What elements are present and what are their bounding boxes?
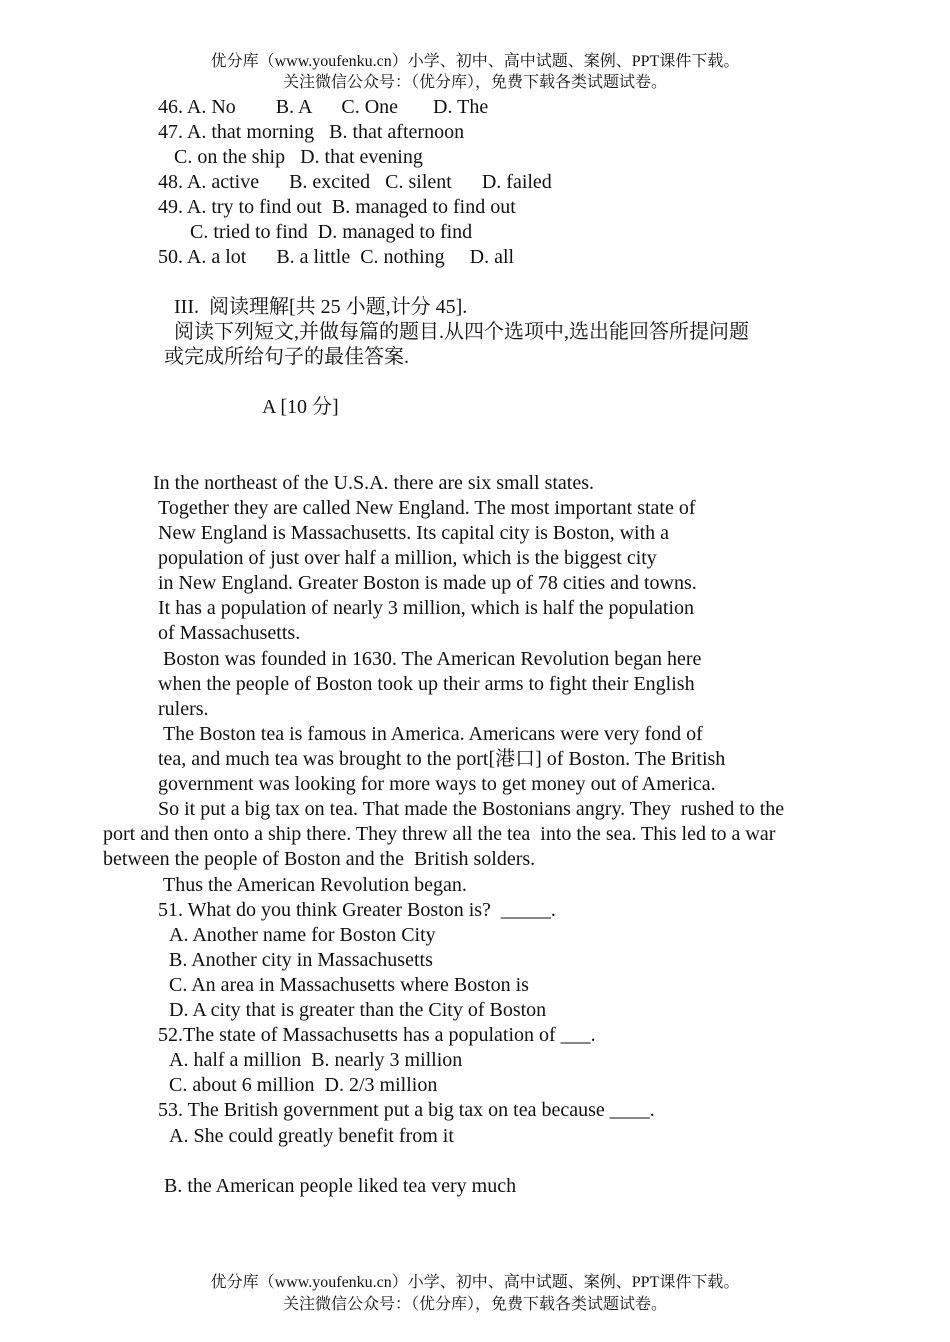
passage-line: between the people of Boston and the British solders. bbox=[103, 848, 536, 870]
passage-line: of Massachusetts. bbox=[158, 622, 301, 644]
passage-line: population of just over half a million, which is the biggest city bbox=[158, 547, 657, 569]
footer-line-2: 关注微信公众号：（优分库），免费下载各类试题试卷。 bbox=[282, 1296, 667, 1313]
header-line-1: 优分库（www.youfenku.cn）小学、初中、高中试题、案例、PPT课件下载。 bbox=[210, 53, 740, 70]
option: D. A city that is greater than the City of Boston bbox=[169, 999, 547, 1021]
passage-line: New England is Massachusetts. Its capital city is Boston, with a bbox=[158, 522, 670, 544]
passage-line: Together they are called New England. The most important state of bbox=[158, 497, 696, 519]
passage-line: Thus the American Revolution began. bbox=[163, 874, 467, 896]
option: C. An area in Massachusetts where Boston is bbox=[169, 974, 529, 996]
passage-line: port and then onto a ship there. They threw all the tea into the sea. This led to a war bbox=[103, 823, 776, 845]
question-47-options: C. on the ship D. that evening bbox=[174, 146, 423, 168]
question-46: 46. A. No B. A C. One D. The bbox=[158, 96, 489, 118]
passage-line: tea, and much tea was brought to the port[港口] of Boston. The British bbox=[158, 748, 726, 770]
question-52: 52.The state of Massachusetts has a population of ___. bbox=[158, 1024, 596, 1046]
question-49-options: C. tried to find D. managed to find bbox=[190, 221, 473, 243]
section-instructions: 阅读下列短文,并做每篇的题目.从四个选项中,选出能回答所提问题 bbox=[174, 321, 749, 343]
option: B. the American people liked tea very much bbox=[164, 1175, 517, 1197]
footer-line-1: 优分库（www.youfenku.cn）小学、初中、高中试题、案例、PPT课件下载。 bbox=[210, 1274, 740, 1291]
question-47: 47. A. that morning B. that afternoon bbox=[158, 121, 465, 143]
passage-line: in New England. Greater Boston is made up of 78 cities and towns. bbox=[158, 572, 697, 594]
passage-line: So it put a big tax on tea. That made the Bostonians angry. They rushed to the bbox=[158, 798, 785, 820]
passage-line: when the people of Boston took up their arms to fight their English bbox=[158, 673, 695, 695]
section-instructions-cont: 或完成所给句子的最佳答案. bbox=[164, 346, 409, 368]
part-label: A [10 分] bbox=[262, 396, 339, 418]
section-title: III. 阅读理解[共 25 小题,计分 45]. bbox=[174, 296, 468, 318]
passage-line: government was looking for more ways to get money out of America. bbox=[158, 773, 716, 795]
question-49: 49. A. try to find out B. managed to find out bbox=[158, 196, 516, 218]
option: A. Another name for Boston City bbox=[169, 924, 436, 946]
header-line-2: 关注微信公众号：（优分库），免费下载各类试题试卷。 bbox=[282, 74, 667, 91]
passage-line: The Boston tea is famous in America. Americans were very fond of bbox=[163, 723, 703, 745]
question-48: 48. A. active B. excited C. silent D. failed bbox=[158, 171, 552, 193]
option: B. Another city in Massachusetts bbox=[169, 949, 433, 971]
question-51: 51. What do you think Greater Boston is? _____. bbox=[158, 899, 556, 921]
passage-line: In the northeast of the U.S.A. there are six small states. bbox=[153, 472, 594, 494]
passage-line: Boston was founded in 1630. The American Revolution began here bbox=[163, 648, 702, 670]
question-50: 50. A. a lot B. a little C. nothing D. all bbox=[158, 246, 515, 268]
question-53: 53. The British government put a big tax on tea because ____. bbox=[158, 1099, 655, 1121]
passage-line: rulers. bbox=[158, 698, 209, 720]
passage-line: It has a population of nearly 3 million, which is half the population bbox=[158, 597, 695, 619]
option: A. half a million B. nearly 3 million bbox=[169, 1049, 463, 1071]
option: A. She could greatly benefit from it bbox=[169, 1125, 454, 1147]
option: C. about 6 million D. 2/3 million bbox=[169, 1074, 438, 1096]
